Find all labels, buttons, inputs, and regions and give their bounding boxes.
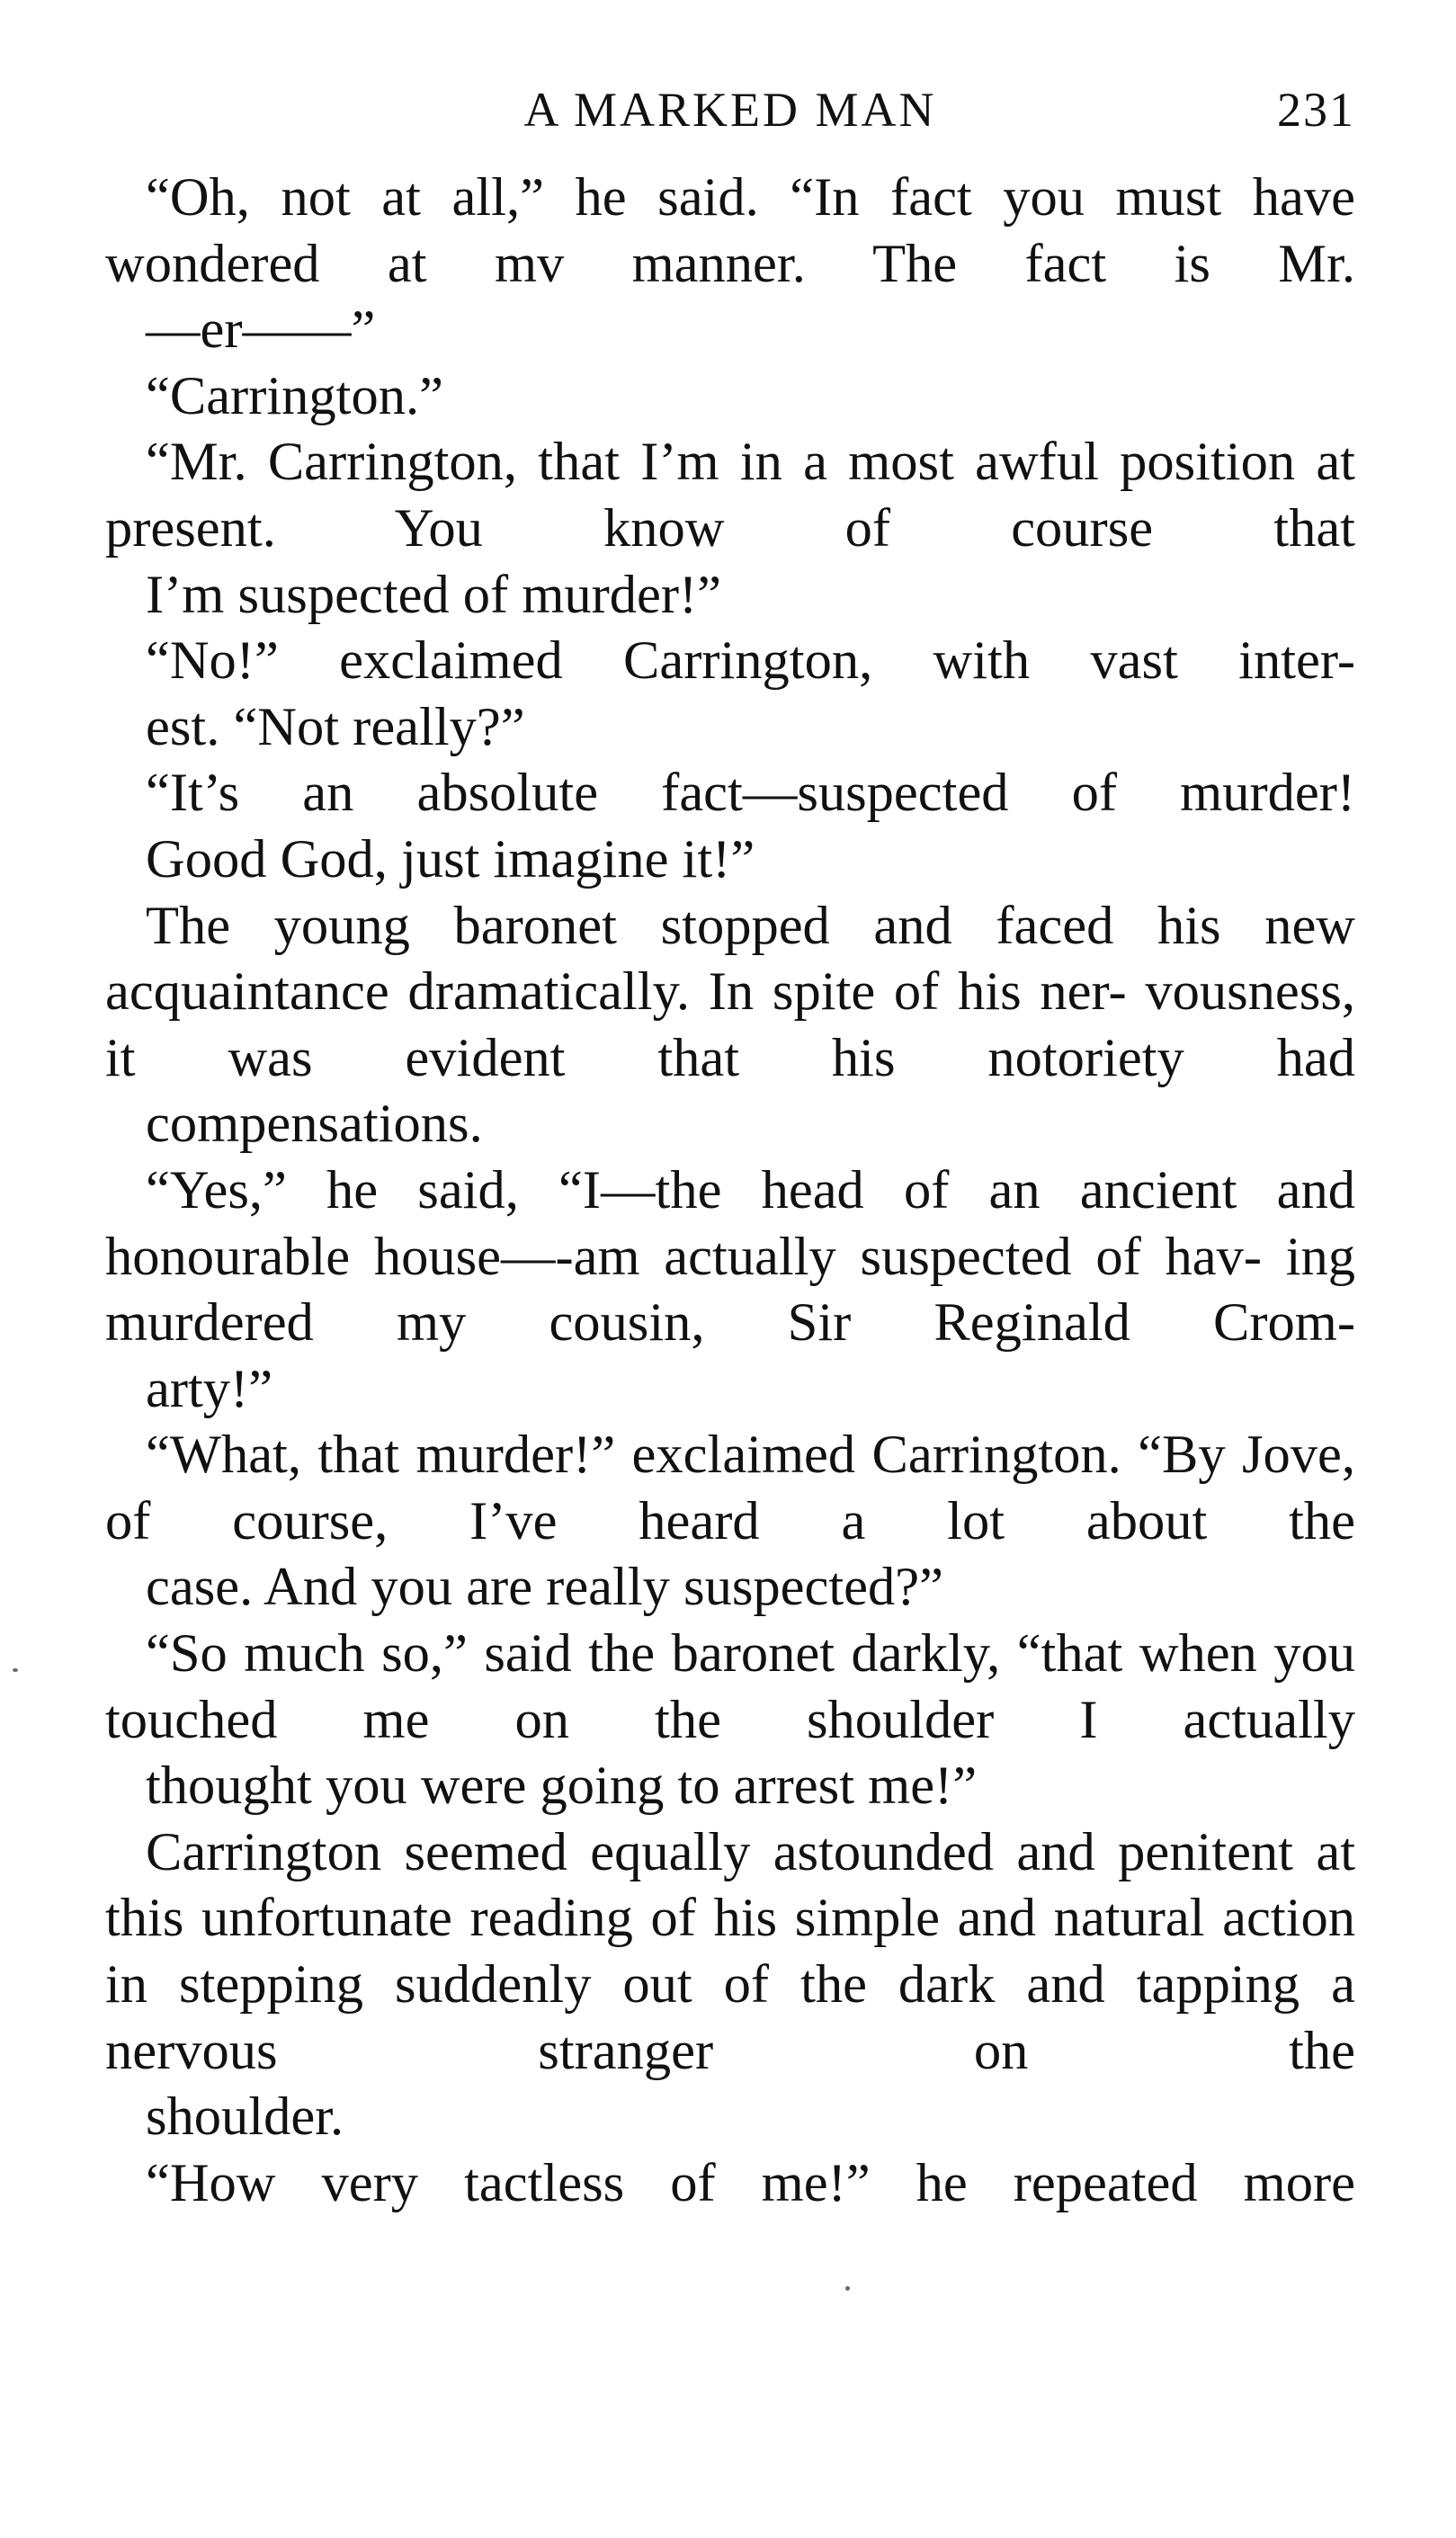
text-line: “Oh, not at all,” he said. “In fact you must bbox=[146, 167, 1222, 228]
text-line: the dark and tapping a nervous stranger on the bbox=[105, 1954, 1355, 2081]
body-text bbox=[105, 165, 1355, 2216]
text-line: “No!” exclaimed Carrington, with vast inter- bbox=[146, 630, 1355, 692]
paragraph bbox=[105, 1819, 1355, 2150]
paragraph bbox=[105, 2150, 1355, 2217]
text-line: est. “Not really?” bbox=[146, 696, 525, 757]
text-line: have wondered at mv manner. The fact is Mr. bbox=[105, 167, 1355, 294]
text-line: “So much so,” said the baronet darkly, “that bbox=[146, 1623, 1123, 1685]
text-line: “How very tactless of me!” he repeated more bbox=[146, 2152, 1355, 2213]
stray-ink-mark bbox=[845, 2286, 850, 2291]
text-line: acquaintance dramatically. In spite of his ner- bbox=[105, 961, 1127, 1023]
stray-ink-mark bbox=[13, 1668, 18, 1672]
text-line: The young baronet stopped and faced his new bbox=[146, 895, 1355, 956]
text-line: and natural action in stepping suddenly out of bbox=[105, 1888, 1356, 2015]
text-line: vousness, it was evident that his notoriety had bbox=[105, 961, 1355, 1088]
text-line: honourable house—-am actually suspected of hav- bbox=[105, 1226, 1262, 1287]
paragraph bbox=[105, 893, 1355, 1157]
text-line: Carrington seemed equally astounded and bbox=[146, 1821, 1095, 1882]
page-number: 231 bbox=[1277, 83, 1355, 137]
paragraph bbox=[105, 363, 1355, 430]
paragraph bbox=[105, 1157, 1355, 1422]
text-line: —er——” bbox=[146, 299, 376, 361]
paragraph bbox=[105, 760, 1355, 892]
running-title: A MARKED MAN bbox=[523, 83, 937, 137]
text-line: “By Jove, of course, I’ve heard a lot about the bbox=[105, 1425, 1356, 1551]
text-line: compensations. bbox=[146, 1094, 483, 1155]
text-line: ing murdered my cousin, Sir Reginald Crom- bbox=[105, 1226, 1355, 1354]
text-line: shoulder. bbox=[146, 2087, 344, 2148]
text-line: “Carrington.” bbox=[146, 365, 443, 426]
paragraph bbox=[105, 429, 1355, 628]
text-line: “What, that murder!” exclaimed Carrington. bbox=[146, 1425, 1121, 1486]
paragraph bbox=[105, 165, 1355, 363]
text-line: penitent at this unfortunate reading of his simple bbox=[105, 1821, 1356, 1949]
text-line: Good God, just imagine it!” bbox=[146, 828, 755, 889]
paragraph bbox=[105, 1422, 1355, 1621]
text-line: when you touched me on the shoulder I actually bbox=[105, 1623, 1356, 1750]
paragraph bbox=[105, 628, 1355, 760]
page-header bbox=[105, 74, 1355, 146]
text-line: “It’s an absolute fact—suspected of murder! bbox=[146, 763, 1355, 824]
text-line: thought you were going to arrest me!” bbox=[146, 1756, 978, 1817]
text-line: I’m suspected of murder!” bbox=[146, 564, 722, 625]
text-line: “Yes,” he said, “I—the head of an ancient and bbox=[146, 1159, 1355, 1220]
text-line: position at present. You know of course that bbox=[105, 432, 1355, 559]
text-line: arty!” bbox=[146, 1358, 273, 1419]
text-line: case. And you are really suspected?” bbox=[146, 1557, 943, 1618]
paragraph bbox=[105, 1621, 1355, 1819]
text-line: “Mr. Carrington, that I’m in a most awful bbox=[146, 432, 1099, 493]
